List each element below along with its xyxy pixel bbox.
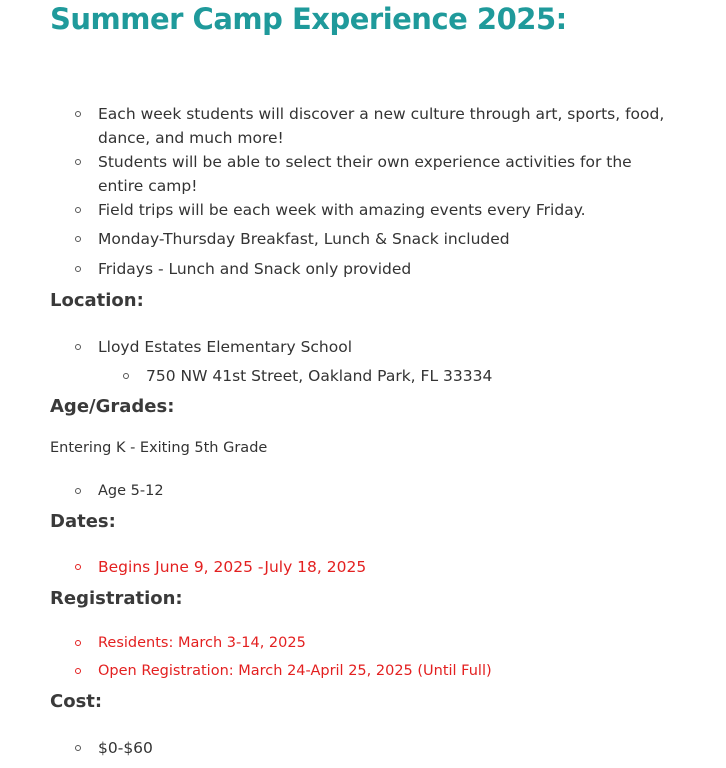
dates-heading: Dates:: [50, 511, 116, 532]
list-item: [98, 198, 698, 222]
list-item: [146, 364, 492, 388]
list-item: [98, 335, 352, 359]
list-item-text: Students will be able to select their own experience activities for the entire camp!: [98, 153, 632, 195]
list-item: [98, 736, 153, 760]
bullet-icon: [75, 668, 81, 674]
bullet-icon: [75, 564, 81, 570]
bullet-icon: [75, 745, 81, 751]
list-item: [98, 659, 492, 683]
list-item: [98, 479, 164, 503]
list-item: [98, 555, 366, 579]
list-item-text: Fridays - Lunch and Snack only provided: [98, 260, 412, 278]
bullet-icon: [75, 236, 81, 242]
dates-range: Begins June 9, 2025 -July 18, 2025: [98, 558, 367, 576]
list-item: [98, 257, 698, 281]
bullet-icon: [75, 266, 81, 272]
list-item-text: Each week students will discover a new culture through art, sports, food, dance, and much more!: [98, 105, 665, 147]
cost-heading: Cost:: [50, 691, 103, 712]
list-item: [98, 102, 688, 150]
bullet-icon: [75, 159, 81, 165]
grades-text: Entering K - Exiting 5th Grade: [50, 440, 268, 456]
location-address: 750 NW 41st Street, Oakland Park, FL 33334: [146, 367, 493, 385]
bullet-icon: [75, 111, 81, 117]
cost-range: $0-$60: [98, 739, 153, 757]
age-range: Age 5-12: [98, 483, 164, 499]
bullet-icon: [75, 344, 81, 350]
location-school: Lloyd Estates Elementary School: [98, 338, 353, 356]
list-item: [98, 631, 306, 655]
registration-open: Open Registration: March 24-April 25, 2025 (Until Full): [98, 663, 492, 679]
list-item: [98, 150, 668, 198]
list-item-text: Field trips will be each week with amazing events every Friday.: [98, 201, 586, 219]
bullet-icon: [75, 488, 81, 494]
list-item: [98, 227, 698, 251]
bullet-icon: [123, 373, 129, 379]
age-heading: Age/Grades:: [50, 396, 175, 417]
registration-residents: Residents: March 3-14, 2025: [98, 635, 306, 651]
bullet-icon: [75, 640, 81, 646]
location-heading: Location:: [50, 290, 144, 311]
registration-heading: Registration:: [50, 588, 183, 609]
bullet-icon: [75, 207, 81, 213]
list-item-text: Monday-Thursday Breakfast, Lunch & Snack included: [98, 230, 510, 248]
page-title: Summer Camp Experience 2025:: [50, 2, 567, 36]
